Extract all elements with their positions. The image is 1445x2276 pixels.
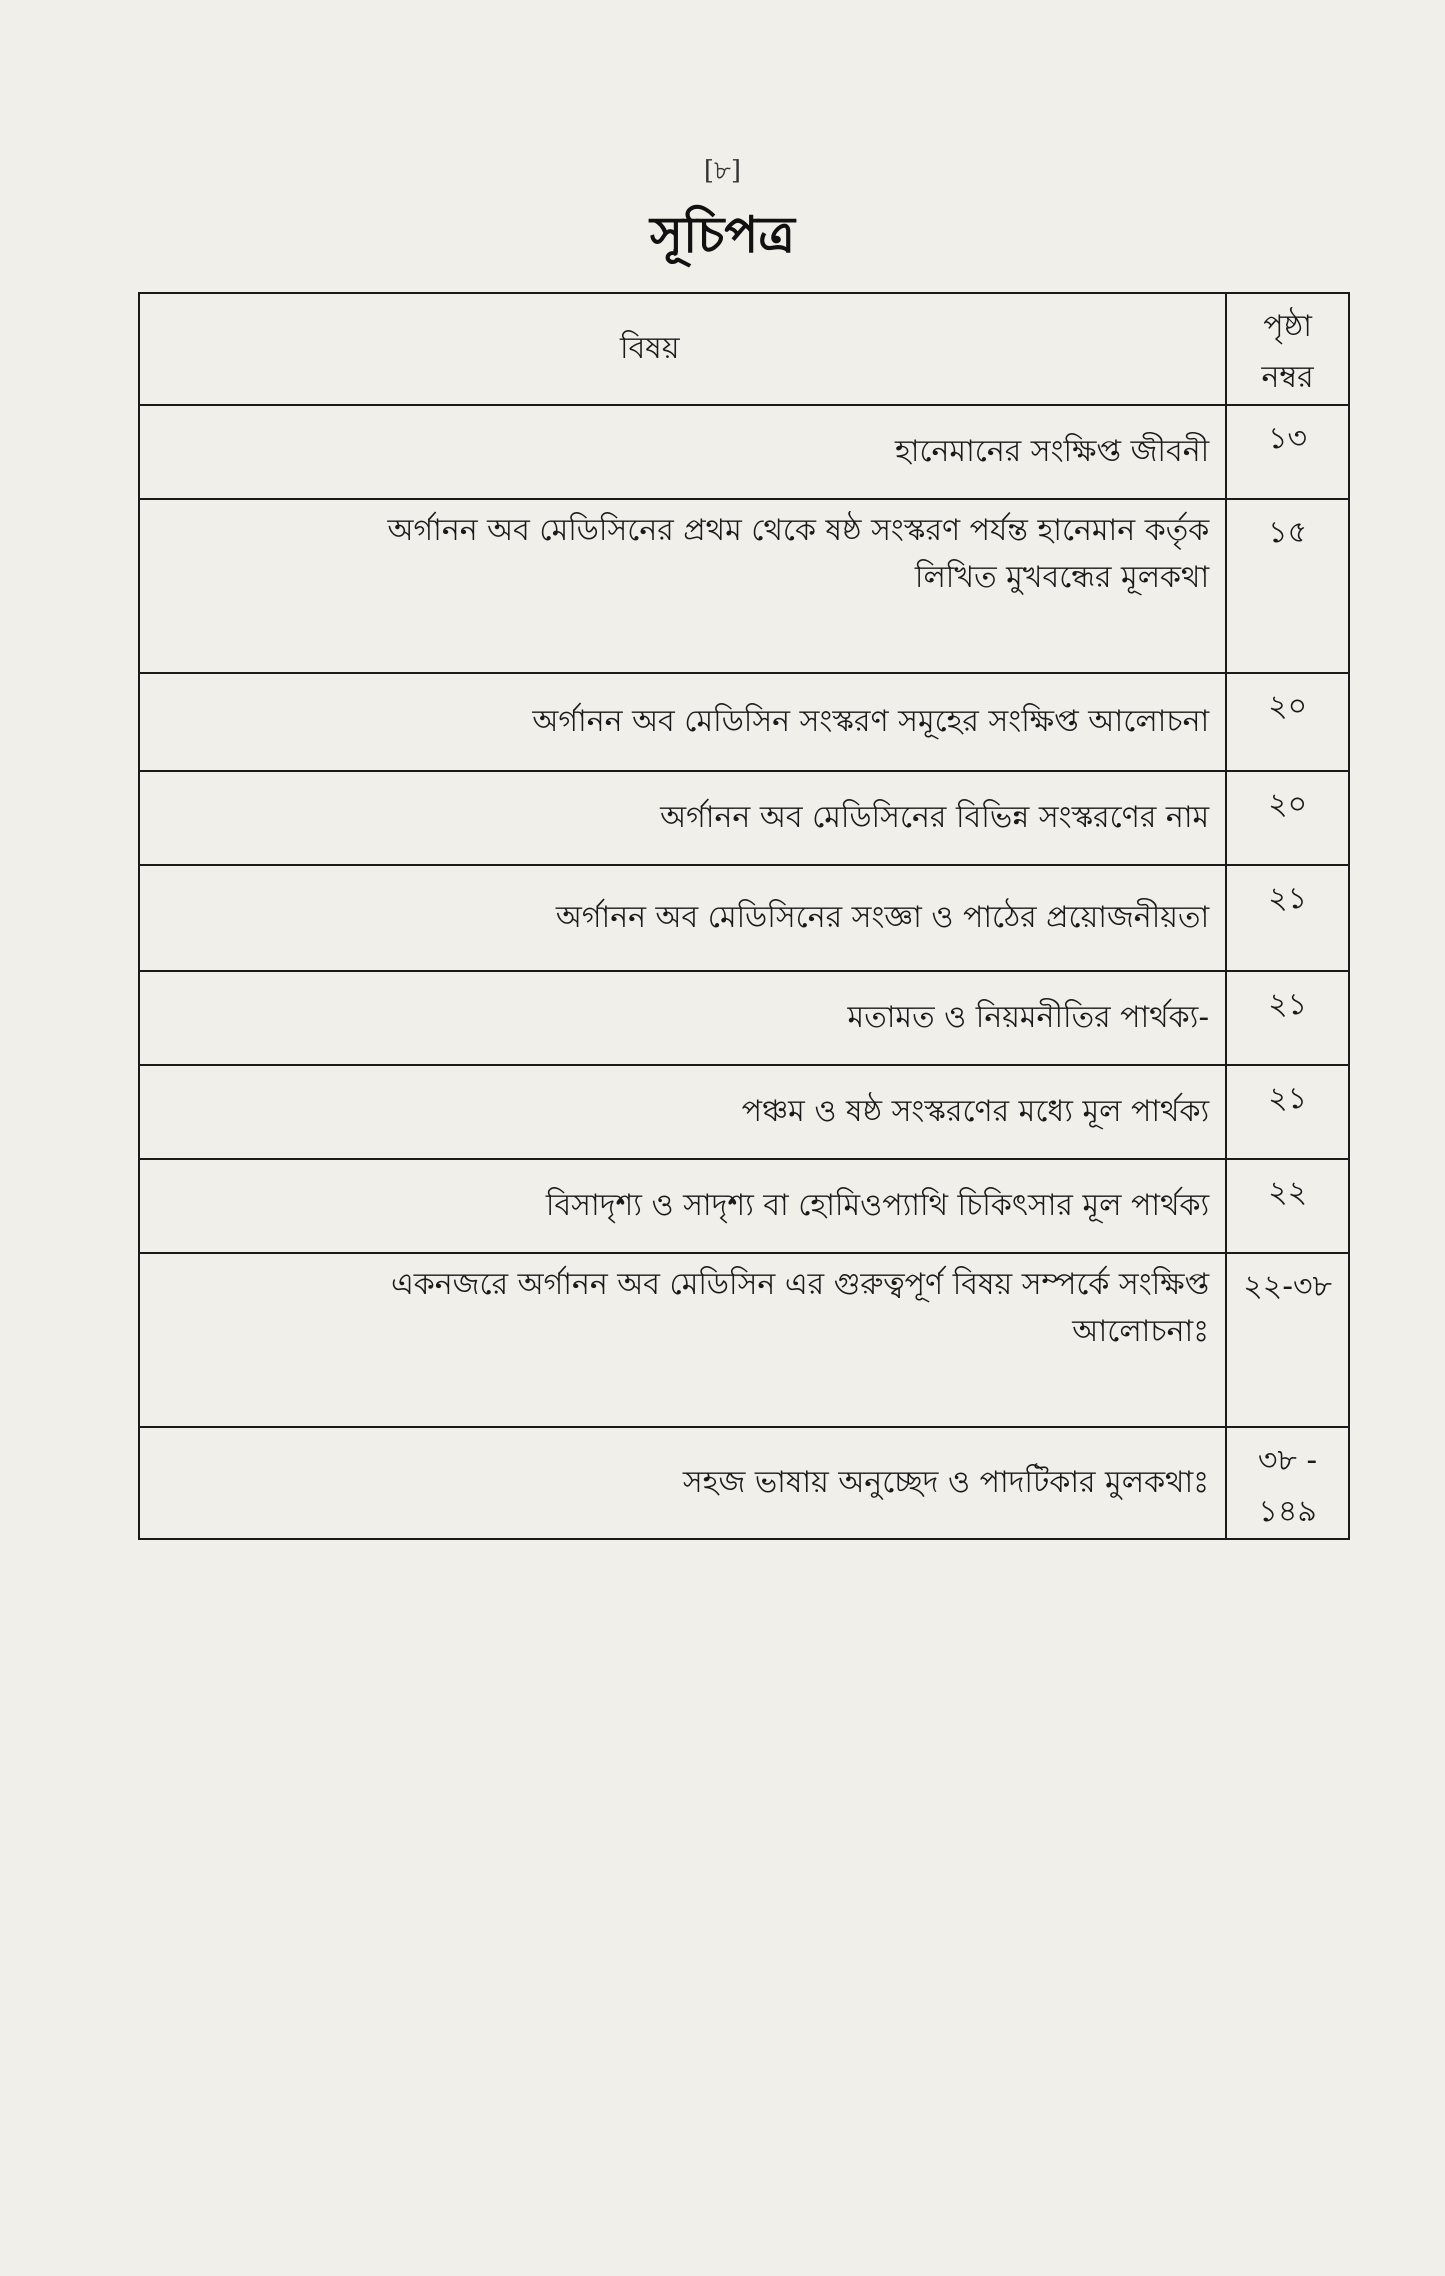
row-page: ১৩ [1226,405,1349,499]
subject-line: অর্গানন অব মেডিসিন সংস্করণ সমূহের সংক্ষিপ্ত আলোচনা [532,703,1210,739]
subject-line: মতামত ও নিয়মনীতির পার্থক্য- [847,999,1210,1035]
row-page: ১৫ [1226,499,1349,673]
table-row [139,1159,1349,1253]
table-row [139,673,1349,771]
subject-line: আলোচনাঃ [1072,1313,1210,1349]
subject-line: সহজ ভাষায় অনুচ্ছেদ ও পাদটিকার মুলকথাঃ [682,1464,1210,1500]
subject-line: লিখিত মুখবন্ধের মূলকথা [914,559,1210,595]
row-subject [139,1253,1226,1427]
subject-line: অর্গানন অব মেডিসিনের প্রথম থেকে ষষ্ঠ সংস্করণ পর্যন্ত হানেমান কর্তৃক [387,513,1210,548]
table-row [139,499,1349,673]
page-title: সূচিপত্র [650,206,795,264]
subject-line: অর্গানন অব মেডিসিনের সংজ্ঞা ও পাঠের প্রয়োজনীয়তা [555,899,1210,935]
row-subject [139,405,1226,499]
page-number: [৮] [703,156,742,186]
subject-line: হানেমানের সংক্ষিপ্ত জীবনী [894,433,1210,469]
row-subject [139,1159,1226,1253]
table-row [139,865,1349,971]
row-subject [139,865,1226,971]
row-subject [139,1427,1226,1539]
subject-line: একনজরে অর্গানন অব মেডিসিন এর গুরুত্বপূর্ণ বিষয় সম্পর্কে সংক্ষিপ্ত [390,1267,1210,1302]
table-row [139,1253,1349,1427]
row-page: ২১ [1226,865,1349,971]
row-subject [139,1065,1226,1159]
table-row [139,1065,1349,1159]
subject-line: বিসাদৃশ্য ও সাদৃশ্য বা হোমিওপ্যাথি চিকিৎসার মূল পার্থক্য [545,1187,1210,1223]
row-page: ২০ [1226,771,1349,865]
row-page: ২১ [1226,971,1349,1065]
row-subject [139,499,1226,673]
table-row [139,971,1349,1065]
table-row [139,405,1349,499]
row-page: ২২ [1226,1159,1349,1253]
subject-line: অর্গানন অব মেডিসিনের বিভিন্ন সংস্করণের নাম [660,799,1210,835]
row-page: ২২-৩৮ [1226,1253,1349,1427]
row-subject [139,771,1226,865]
row-page: ৩৮ - ১৪৯ [1226,1427,1349,1539]
table-header-row [139,293,1349,405]
header-page-number: পৃষ্ঠা নম্বর [1226,293,1349,405]
row-page: ২০ [1226,673,1349,771]
row-subject [139,673,1226,771]
row-page: ২১ [1226,1065,1349,1159]
table-row [139,771,1349,865]
row-subject [139,971,1226,1065]
header-subject: বিষয় [139,293,1226,405]
subject-line: পঞ্চম ও ষষ্ঠ সংস্করণের মধ্যে মূল পার্থক্য [741,1093,1210,1129]
table-row [139,1427,1349,1539]
table-of-contents [138,292,1350,1540]
